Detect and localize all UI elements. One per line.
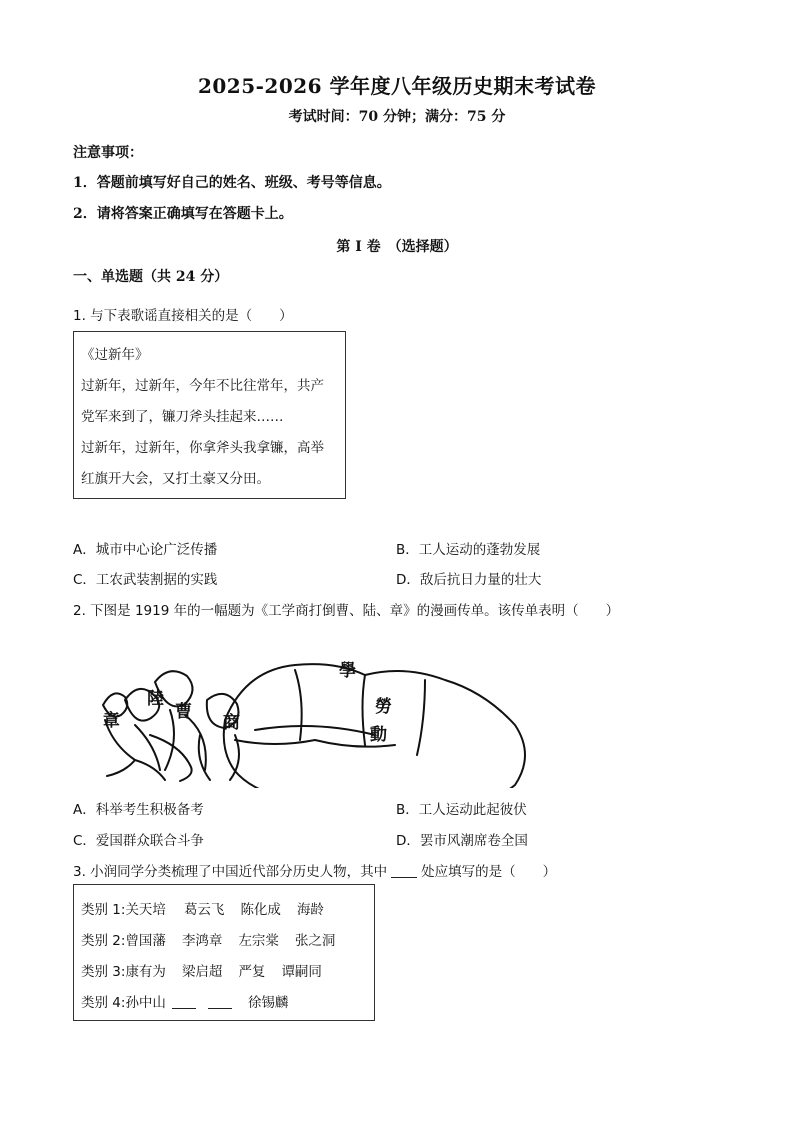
figure-body — [135, 725, 192, 781]
cartoon-label: 動 — [370, 725, 387, 745]
category-name: 谭嗣同 — [281, 964, 322, 980]
category-name: 左宗棠 — [238, 933, 279, 949]
q1-option-d[interactable]: D．敌后抗日力量的壮大 — [396, 572, 542, 588]
q2-cartoon-image — [95, 640, 545, 788]
category-label: 类别 4: — [81, 995, 126, 1011]
category-name: 孙中山 — [125, 995, 166, 1011]
poem-title: 《过新年》 — [81, 347, 149, 363]
category-name: 严复 — [238, 964, 266, 980]
part-heading: 一、单选题（共 24 分） — [73, 269, 229, 285]
q2-option-a[interactable]: A．科举考生积极备考 — [73, 802, 204, 818]
q1-poem-box — [73, 331, 346, 499]
q3-stem — [73, 860, 556, 880]
category-name: 梁启超 — [181, 964, 223, 980]
category-name: 徐锡麟 — [247, 995, 289, 1011]
q3-category-box — [73, 884, 375, 1021]
poem-line: 过新年，过新年，你拿斧头我拿镰，高举 — [81, 440, 324, 456]
cartoon-label: 勞 — [375, 697, 392, 717]
cartoon-label: 曹 — [175, 702, 192, 722]
category-name: 陈化成 — [240, 902, 281, 918]
exam-title: 2025-2026 学年度八年级历史期末考试卷 — [197, 74, 597, 98]
exam-subtitle: 考试时间：70 分钟；满分：75 分 — [288, 109, 506, 125]
category-name: 葛云飞 — [183, 902, 225, 918]
poem-line: 红旗开大会，又打土豪又分田。 — [81, 471, 270, 487]
volume-heading: 第 I 卷 （选择题） — [336, 239, 458, 255]
category-row-3 — [81, 960, 322, 980]
q3-stem-before: 3. 小润同学分类梳理了中国近代部分历史人物，其中 — [73, 864, 388, 880]
poem-line: 党军来到了，镰刀斧头挂起来…… — [81, 409, 284, 425]
cartoon-label: 商 — [223, 713, 240, 733]
q3-stem-after: 处应填写的是（ ） — [421, 864, 557, 880]
q2-option-b[interactable]: B．工人运动此起彼伏 — [396, 802, 527, 818]
q1-option-a[interactable]: A．城市中心论广泛传播 — [73, 542, 218, 558]
category-name: 曾国藩 — [125, 933, 166, 949]
category-row-4 — [81, 991, 288, 1011]
figure-body — [199, 735, 239, 780]
category-label: 类别 2: — [81, 933, 126, 949]
category-row-2 — [81, 929, 335, 949]
notice-item-1: 1．答题前填写好自己的姓名、班级、考号等信息。 — [73, 175, 391, 191]
notice-heading: 注意事项： — [73, 145, 143, 161]
notice-item-2: 2．请将答案正确填写在答题卡上。 — [73, 206, 293, 222]
category-name: 关天培 — [125, 902, 166, 918]
category-name: 康有为 — [125, 964, 166, 980]
q1-option-c[interactable]: C．工农武装割据的实践 — [73, 572, 218, 588]
category-row-1 — [81, 898, 324, 918]
cartoon-label: 學 — [339, 661, 356, 681]
cartoon-label: 章 — [103, 711, 120, 731]
category-blank — [208, 1008, 232, 1009]
fist-lines — [255, 670, 425, 755]
category-blank — [172, 1008, 196, 1009]
q1-option-b[interactable]: B．工人运动的蓬勃发展 — [396, 542, 541, 558]
category-name: 张之洞 — [294, 933, 336, 949]
q2-option-c[interactable]: C．爱国群众联合斗争 — [73, 833, 204, 849]
category-label: 类别 1: — [81, 902, 126, 918]
q1-stem: 1. 与下表歌谣直接相关的是（ ） — [73, 308, 293, 324]
q2-stem: 2. 下图是 1919 年的一幅题为《工学商打倒曹、陆、章》的漫画传单。该传单表明（ ） — [73, 603, 620, 619]
category-name: 李鸿章 — [181, 933, 223, 949]
poem-line: 过新年，过新年，今年不比往常年，共产 — [81, 378, 324, 394]
category-name: 海龄 — [296, 902, 324, 918]
q2-option-d[interactable]: D．罢市风潮席卷全国 — [396, 833, 528, 849]
category-label: 类别 3: — [81, 964, 126, 980]
cartoon-label: 陸 — [147, 689, 164, 709]
q3-stem-blank — [391, 877, 417, 878]
